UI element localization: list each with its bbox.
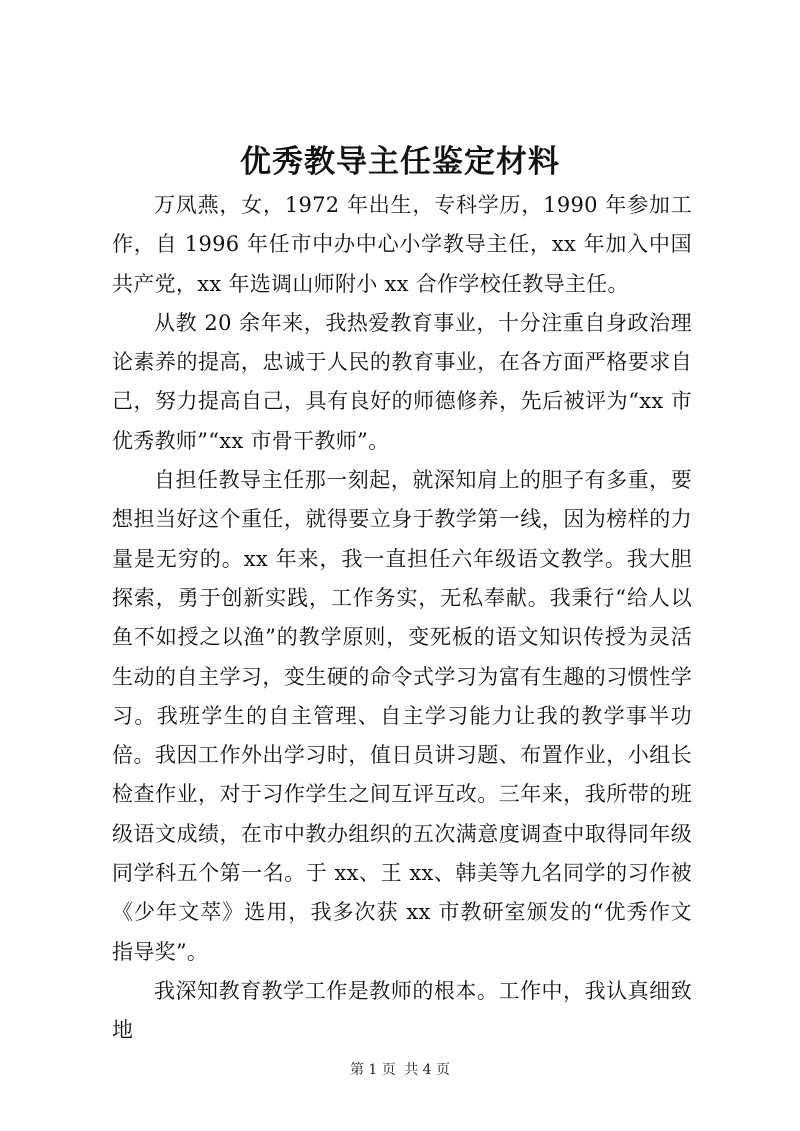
paragraph: 从教 20 余年来，我热爱教育事业，十分注重自身政治理论素养的提高，忠诚于人民的教育事业，在各方面严格要求自己，努力提高自己，具有良好的师德修养，先后被评为“xx 市优秀教师”“xx 市骨干教师”。: [112, 310, 692, 453]
page-number-current: 第 1 页: [349, 1062, 396, 1078]
page-footer: [0, 1060, 800, 1080]
paragraph: 我深知教育教学工作是教师的根本。工作中，我认真细致地: [112, 978, 692, 1043]
paragraph: 自担任教导主任那一刻起，就深知肩上的胆子有多重，要想担当好这个重任，就得要立身于教学第一线，因为榜样的力量是无穷的。xx 年来，我一直担任六年级语文教学。我大胆探索，勇于创新实践，工作务实，无私奉献。我秉行“给人以鱼不如授之以渔”的教学原则，变死板的语文知识传授为灵活生动的自主学习，变生硬的命令式学习为富有生趣的习惯性学习。我班学生的自主管理、自主学习能力让我的教学事半功倍。我因工作外出学习时，值日员讲习题、布置作业，小组长检查作业，对于习作学生之间互评互改。三年来，我所带的班级语文成绩，在市中教办组织的五次满意度调查中取得同年级同学科五个第一名。于 xx、王 xx、韩美等九名同学的习作被《少年文萃》选用，我多次获 xx 市教研室颁发的“优秀作文指导奖”。: [112, 468, 692, 964]
page-number-total: 共 4 页: [404, 1062, 451, 1078]
paragraph: 万凤燕，女，1972 年出生，专科学历，1990 年参加工作，自 1996 年任市中办中心小学教导主任，xx 年加入中国共产党，xx 年选调山师附小 xx 合作学校任教导主任。: [112, 193, 692, 296]
document-title: 优秀教导主任鉴定材料: [240, 144, 560, 180]
document-body: [112, 186, 692, 1051]
